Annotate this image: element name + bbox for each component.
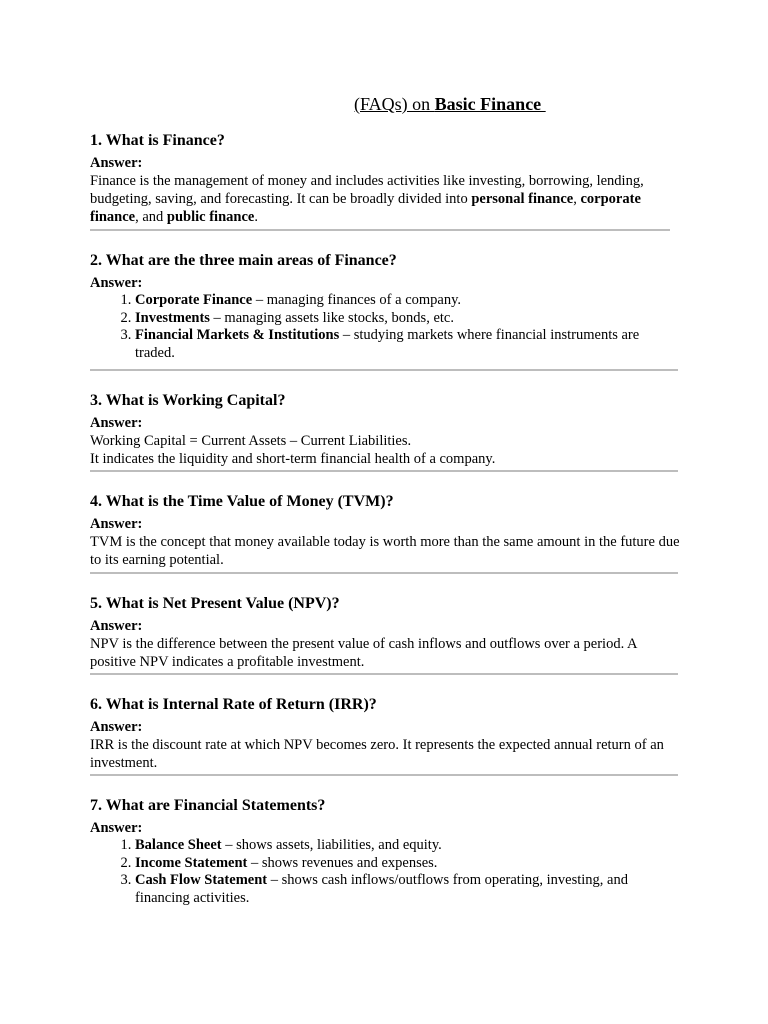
faq-2-list — [90, 292, 680, 362]
list-item — [135, 310, 680, 328]
faq-7-answer-label: Answer: — [90, 820, 143, 836]
faq-1-sep-2: , and — [135, 209, 167, 225]
list-item-text: – shows cash inflows/outflows from operating, investing, and financing activities. — [135, 872, 628, 906]
faq-7-list — [90, 837, 680, 907]
faq-6-answer-text: IRR is the discount rate at which NPV becomes zero. It represents the expected annual return of an investment. — [90, 737, 664, 771]
faq-2-question: 2. What are the three main areas of Finance? — [90, 252, 397, 269]
faq-1-bold-2: corporate finance — [90, 191, 641, 225]
faq-1-answer-label: Answer: — [90, 155, 143, 171]
list-item-text: – managing finances of a company. — [252, 292, 462, 308]
faq-5-answer-text: NPV is the difference between the present value of cash inflows and outflows over a period. A positive NPV indicates a profitable investment. — [90, 636, 637, 670]
faq-5 — [90, 594, 680, 671]
faq-1-answer-text — [90, 172, 680, 226]
list-item-bold: Income Statement — [135, 854, 248, 871]
faq-1-sep-1: , — [573, 191, 581, 207]
list-item-bold: Investments — [135, 309, 210, 326]
list-item-bold: Corporate Finance — [135, 292, 253, 308]
faq-3 — [90, 391, 680, 468]
title-bold: Basic Finance — [434, 94, 546, 114]
page-title — [354, 94, 546, 115]
faq-4-answer-text: TVM is the concept that money available today is worth more than the same amount in the future due to its earning potential. — [90, 534, 680, 568]
list-item-bold: Financial Markets & Institutions — [135, 327, 340, 343]
faq-3-line-1: Working Capital = Current Assets – Current Liabilities. — [90, 433, 412, 449]
faq-6-answer-label: Answer: — [90, 719, 143, 735]
faq-1-bold-3: public finance — [166, 209, 255, 225]
faq-4-answer-label: Answer: — [90, 516, 143, 532]
list-item-bold: Cash Flow Statement — [135, 872, 268, 888]
divider-3 — [90, 470, 678, 472]
list-item-text: – shows revenues and expenses. — [247, 854, 438, 871]
faq-6-question: 6. What is Internal Rate of Return (IRR)? — [90, 696, 377, 713]
faq-3-question: 3. What is Working Capital? — [90, 392, 286, 409]
list-item — [135, 837, 680, 855]
faq-1 — [90, 131, 680, 226]
faq-5-question: 5. What is Net Present Value (NPV)? — [90, 595, 340, 612]
list-item-bold: Balance Sheet — [135, 837, 222, 853]
faq-7-question: 7. What are Financial Statements? — [90, 797, 326, 814]
divider-5 — [90, 673, 678, 675]
faq-3-answer-label: Answer: — [90, 415, 143, 431]
divider-6 — [90, 774, 678, 776]
faq-1-end: . — [254, 209, 258, 225]
list-item-text: – studying markets where financial instruments are traded. — [135, 327, 640, 361]
list-item — [135, 855, 680, 873]
divider-1 — [90, 229, 670, 231]
faq-2 — [90, 251, 680, 362]
divider-2 — [90, 369, 678, 371]
list-item — [135, 327, 680, 362]
faq-1-bold-1: personal finance — [471, 191, 574, 207]
faq-1-text: Finance is the management of money and includes activities like investing, borrowing, lending, budgeting, saving, and forecasting. It can be broadly divided into — [90, 173, 644, 207]
divider-4 — [90, 572, 678, 574]
faq-2-answer-label: Answer: — [90, 275, 143, 291]
list-item — [135, 872, 680, 907]
faq-1-question: 1. What is Finance? — [90, 132, 225, 149]
list-item — [135, 292, 680, 310]
faq-4 — [90, 492, 680, 569]
list-item-text: – managing assets like stocks, bonds, etc. — [209, 309, 454, 326]
faq-5-answer-label: Answer: — [90, 618, 143, 634]
list-item-text: – shows assets, liabilities, and equity. — [221, 837, 442, 853]
faq-6 — [90, 695, 680, 772]
title-prefix: (FAQs) on — [354, 94, 435, 114]
faq-7 — [90, 796, 680, 907]
faq-3-line-2: It indicates the liquidity and short-term financial health of a company. — [90, 451, 496, 467]
faq-4-question: 4. What is the Time Value of Money (TVM)? — [90, 493, 394, 510]
